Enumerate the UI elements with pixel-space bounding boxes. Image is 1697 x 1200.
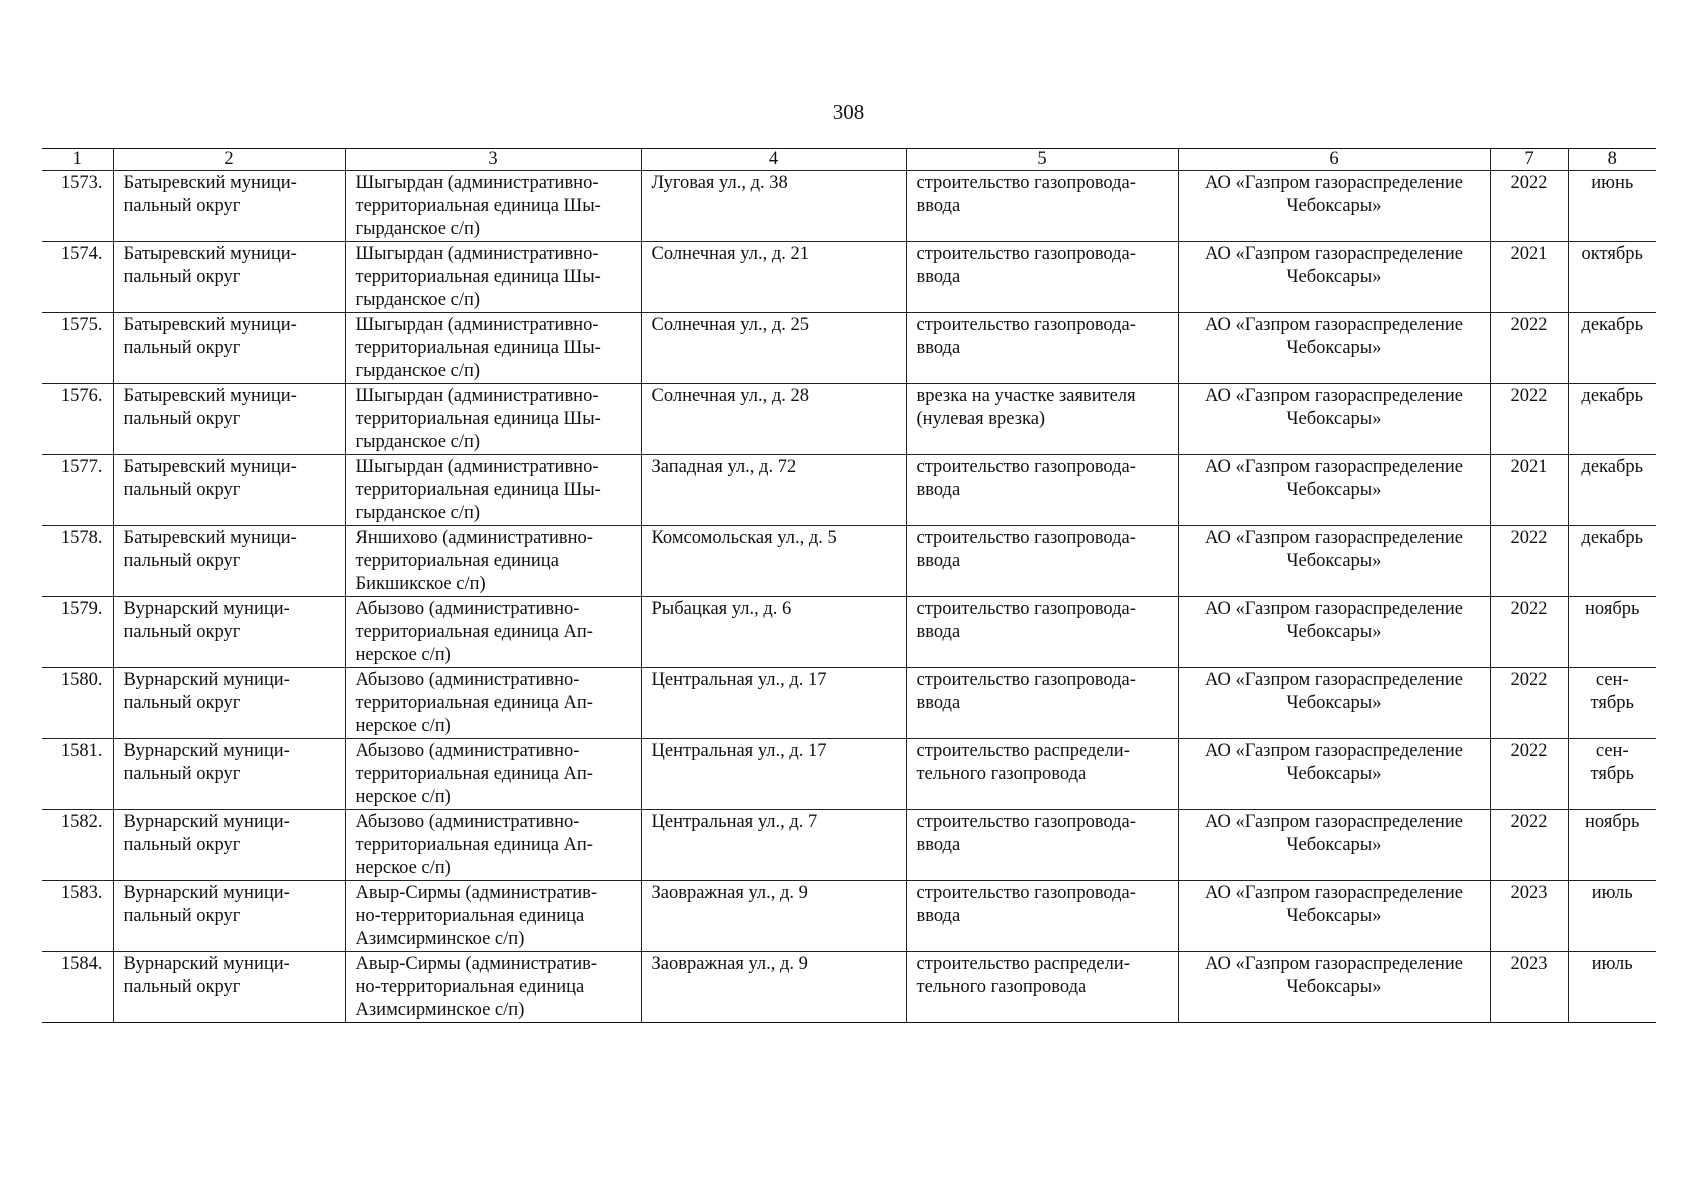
settlement-cell xyxy=(345,171,641,242)
month-cell xyxy=(1568,952,1656,1023)
month-cell xyxy=(1568,313,1656,384)
settlement-line: территориальная единица xyxy=(355,551,559,571)
district-line: Вурнарский муници- xyxy=(123,954,290,974)
organization-line: АО «Газпром газораспределение xyxy=(1205,812,1463,832)
work-type-line: ввода xyxy=(916,338,961,358)
organization-cell xyxy=(1178,952,1490,1023)
month-line: сен- xyxy=(1595,670,1629,690)
organization-line: Чебоксары» xyxy=(1286,622,1382,642)
table-row xyxy=(42,384,1656,455)
settlement-line: Авыр-Сирмы (административ- xyxy=(355,883,597,903)
settlement-cell xyxy=(345,739,641,810)
month-line: июль xyxy=(1591,883,1633,903)
work-type-line: строительство газопровода- xyxy=(916,670,1136,690)
work-type-line: строительство распредели- xyxy=(916,741,1130,761)
year-cell: 2022 xyxy=(1490,384,1568,455)
organization-line: АО «Газпром газораспределение xyxy=(1205,386,1463,406)
district-cell xyxy=(113,313,345,384)
organization-cell xyxy=(1178,597,1490,668)
district-line: Батыревский муници- xyxy=(123,173,297,193)
settlement-cell xyxy=(345,384,641,455)
organization-line: АО «Газпром газораспределение xyxy=(1205,883,1463,903)
column-header: 7 xyxy=(1490,149,1568,171)
address-cell: Луговая ул., д. 38 xyxy=(641,171,906,242)
month-cell xyxy=(1568,242,1656,313)
settlement-line: Шыгырдан (административно- xyxy=(355,457,599,477)
row-number-cell: 1584. xyxy=(42,952,113,1023)
settlement-line: Абызово (административно- xyxy=(355,741,580,761)
organization-cell xyxy=(1178,881,1490,952)
table-row xyxy=(42,810,1656,881)
organization-line: АО «Газпром газораспределение xyxy=(1205,599,1463,619)
settlement-line: Авыр-Сирмы (административ- xyxy=(355,954,597,974)
row-number-cell: 1577. xyxy=(42,455,113,526)
settlement-line: нерское с/п) xyxy=(355,858,451,878)
year-cell: 2022 xyxy=(1490,810,1568,881)
work-type-cell xyxy=(906,384,1178,455)
row-number-cell: 1583. xyxy=(42,881,113,952)
district-cell xyxy=(113,171,345,242)
address-cell: Солнечная ул., д. 25 xyxy=(641,313,906,384)
settlement-line: территориальная единица Шы- xyxy=(355,267,601,287)
district-cell xyxy=(113,526,345,597)
organization-line: АО «Газпром газораспределение xyxy=(1205,173,1463,193)
district-line: Батыревский муници- xyxy=(123,315,297,335)
district-cell xyxy=(113,881,345,952)
district-line: Батыревский муници- xyxy=(123,457,297,477)
organization-line: Чебоксары» xyxy=(1286,835,1382,855)
page-number: 308 xyxy=(832,100,865,124)
organization-line: Чебоксары» xyxy=(1286,764,1382,784)
month-line: июнь xyxy=(1591,173,1634,193)
work-type-line: ввода xyxy=(916,622,961,642)
work-type-cell xyxy=(906,242,1178,313)
district-line: Вурнарский муници- xyxy=(123,883,290,903)
settlement-line: Абызово (административно- xyxy=(355,812,580,832)
work-type-line: ввода xyxy=(916,267,961,287)
district-cell xyxy=(113,597,345,668)
settlement-line: Абызово (административно- xyxy=(355,670,580,690)
settlement-cell xyxy=(345,810,641,881)
district-line: пальный округ xyxy=(123,480,241,500)
settlement-cell xyxy=(345,455,641,526)
organization-line: Чебоксары» xyxy=(1286,480,1382,500)
settlement-line: Яншихово (административно- xyxy=(355,528,593,548)
table-row xyxy=(42,526,1656,597)
district-cell xyxy=(113,810,345,881)
district-line: пальный округ xyxy=(123,338,241,358)
work-type-line: ввода xyxy=(916,551,961,571)
settlement-cell xyxy=(345,242,641,313)
district-cell xyxy=(113,242,345,313)
settlement-line: Шыгырдан (административно- xyxy=(355,173,599,193)
settlement-line: территориальная единица Ап- xyxy=(355,764,593,784)
month-line: ноябрь xyxy=(1585,812,1640,832)
address-cell: Центральная ул., д. 17 xyxy=(641,739,906,810)
district-line: Батыревский муници- xyxy=(123,528,297,548)
work-type-line: ввода xyxy=(916,693,961,713)
work-type-cell xyxy=(906,597,1178,668)
district-line: пальный округ xyxy=(123,622,241,642)
gasification-table xyxy=(42,148,1656,1023)
table-row xyxy=(42,171,1656,242)
district-cell xyxy=(113,455,345,526)
district-line: Вурнарский муници- xyxy=(123,670,290,690)
settlement-line: Шыгырдан (административно- xyxy=(355,315,599,335)
table-row xyxy=(42,668,1656,739)
month-line: октябрь xyxy=(1581,244,1643,264)
district-cell xyxy=(113,668,345,739)
address-cell: Солнечная ул., д. 28 xyxy=(641,384,906,455)
row-number-cell: 1582. xyxy=(42,810,113,881)
organization-cell xyxy=(1178,242,1490,313)
settlement-line: Азимсирминское с/п) xyxy=(355,929,525,949)
table-row xyxy=(42,313,1656,384)
district-line: пальный округ xyxy=(123,835,241,855)
district-line: Батыревский муници- xyxy=(123,386,297,406)
work-type-line: строительство распредели- xyxy=(916,954,1130,974)
row-number-cell: 1575. xyxy=(42,313,113,384)
work-type-line: строительство газопровода- xyxy=(916,528,1136,548)
address-cell: Центральная ул., д. 7 xyxy=(641,810,906,881)
organization-line: Чебоксары» xyxy=(1286,338,1382,358)
month-line: декабрь xyxy=(1581,386,1644,406)
month-cell xyxy=(1568,739,1656,810)
settlement-line: территориальная единица Шы- xyxy=(355,196,601,216)
month-line: декабрь xyxy=(1581,315,1644,335)
address-cell: Центральная ул., д. 17 xyxy=(641,668,906,739)
settlement-line: гырданское с/п) xyxy=(355,503,481,523)
settlement-cell xyxy=(345,668,641,739)
year-cell: 2022 xyxy=(1490,526,1568,597)
row-number-cell: 1581. xyxy=(42,739,113,810)
organization-cell xyxy=(1178,810,1490,881)
settlement-line: нерское с/п) xyxy=(355,645,451,665)
month-cell xyxy=(1568,597,1656,668)
settlement-line: нерское с/п) xyxy=(355,787,451,807)
settlement-cell xyxy=(345,881,641,952)
year-cell: 2022 xyxy=(1490,597,1568,668)
work-type-cell xyxy=(906,881,1178,952)
row-number-cell: 1576. xyxy=(42,384,113,455)
work-type-cell xyxy=(906,313,1178,384)
table-row xyxy=(42,597,1656,668)
settlement-line: территориальная единица Шы- xyxy=(355,338,601,358)
table-row xyxy=(42,739,1656,810)
settlement-cell xyxy=(345,313,641,384)
work-type-line: строительство газопровода- xyxy=(916,315,1136,335)
work-type-cell xyxy=(906,739,1178,810)
settlement-line: гырданское с/п) xyxy=(355,361,481,381)
organization-cell xyxy=(1178,313,1490,384)
organization-cell xyxy=(1178,384,1490,455)
month-line: декабрь xyxy=(1581,528,1644,548)
settlement-line: территориальная единица Ап- xyxy=(355,835,593,855)
month-cell xyxy=(1568,171,1656,242)
settlement-line: гырданское с/п) xyxy=(355,219,481,239)
month-cell xyxy=(1568,810,1656,881)
table-row xyxy=(42,455,1656,526)
address-cell: Заовражная ул., д. 9 xyxy=(641,881,906,952)
address-cell: Комсомольская ул., д. 5 xyxy=(641,526,906,597)
work-type-line: строительство газопровода- xyxy=(916,457,1136,477)
organization-line: Чебоксары» xyxy=(1286,551,1382,571)
work-type-line: тельного газопровода xyxy=(916,764,1087,784)
work-type-line: строительство газопровода- xyxy=(916,173,1136,193)
district-line: пальный округ xyxy=(123,267,241,287)
organization-cell xyxy=(1178,668,1490,739)
column-header: 6 xyxy=(1178,149,1490,171)
month-line: сен- xyxy=(1595,741,1629,761)
settlement-line: территориальная единица Шы- xyxy=(355,409,601,429)
column-header: 2 xyxy=(113,149,345,171)
work-type-line: ввода xyxy=(916,196,961,216)
year-cell: 2021 xyxy=(1490,455,1568,526)
settlement-line: нерское с/п) xyxy=(355,716,451,736)
work-type-cell xyxy=(906,455,1178,526)
month-line: декабрь xyxy=(1581,457,1644,477)
work-type-line: тельного газопровода xyxy=(916,977,1087,997)
settlement-line: территориальная единица Шы- xyxy=(355,480,601,500)
organization-line: АО «Газпром газораспределение xyxy=(1205,670,1463,690)
organization-line: Чебоксары» xyxy=(1286,693,1382,713)
month-line: тябрь xyxy=(1590,764,1634,784)
row-number-cell: 1580. xyxy=(42,668,113,739)
month-cell xyxy=(1568,668,1656,739)
district-line: пальный округ xyxy=(123,977,241,997)
work-type-cell xyxy=(906,171,1178,242)
settlement-line: Бикшикское с/п) xyxy=(355,574,486,594)
organization-line: Чебоксары» xyxy=(1286,977,1382,997)
settlement-line: гырданское с/п) xyxy=(355,290,481,310)
settlement-line: но-территориальная единица xyxy=(355,906,585,926)
district-line: Вурнарский муници- xyxy=(123,599,290,619)
year-cell: 2022 xyxy=(1490,739,1568,810)
address-cell: Западная ул., д. 72 xyxy=(641,455,906,526)
district-line: Батыревский муници- xyxy=(123,244,297,264)
district-line: пальный округ xyxy=(123,409,241,429)
year-cell: 2022 xyxy=(1490,313,1568,384)
work-type-line: ввода xyxy=(916,906,961,926)
month-cell xyxy=(1568,881,1656,952)
row-number-cell: 1579. xyxy=(42,597,113,668)
year-cell: 2022 xyxy=(1490,668,1568,739)
settlement-line: территориальная единица Ап- xyxy=(355,622,593,642)
organization-line: Чебоксары» xyxy=(1286,906,1382,926)
organization-line: АО «Газпром газораспределение xyxy=(1205,741,1463,761)
column-header: 5 xyxy=(906,149,1178,171)
organization-line: АО «Газпром газораспределение xyxy=(1205,315,1463,335)
organization-line: АО «Газпром газораспределение xyxy=(1205,457,1463,477)
organization-line: Чебоксары» xyxy=(1286,196,1382,216)
district-cell xyxy=(113,384,345,455)
work-type-line: врезка на участке заявителя xyxy=(916,386,1136,406)
settlement-cell xyxy=(345,597,641,668)
address-cell: Заовражная ул., д. 9 xyxy=(641,952,906,1023)
district-line: пальный округ xyxy=(123,764,241,784)
work-type-line: строительство газопровода- xyxy=(916,812,1136,832)
year-cell: 2022 xyxy=(1490,171,1568,242)
address-cell: Рыбацкая ул., д. 6 xyxy=(641,597,906,668)
month-line: ноябрь xyxy=(1585,599,1640,619)
organization-line: Чебоксары» xyxy=(1286,409,1382,429)
district-line: пальный округ xyxy=(123,906,241,926)
organization-cell xyxy=(1178,526,1490,597)
work-type-cell xyxy=(906,668,1178,739)
work-type-line: ввода xyxy=(916,480,961,500)
district-line: пальный округ xyxy=(123,551,241,571)
address-cell: Солнечная ул., д. 21 xyxy=(641,242,906,313)
district-line: пальный округ xyxy=(123,693,241,713)
month-line: тябрь xyxy=(1590,693,1634,713)
row-number-cell: 1574. xyxy=(42,242,113,313)
district-line: Вурнарский муници- xyxy=(123,812,290,832)
settlement-line: Шыгырдан (административно- xyxy=(355,244,599,264)
column-number-row xyxy=(42,149,1656,171)
settlement-line: Азимсирминское с/п) xyxy=(355,1000,525,1020)
row-number-cell: 1578. xyxy=(42,526,113,597)
table-row xyxy=(42,952,1656,1023)
settlement-line: Абызово (административно- xyxy=(355,599,580,619)
organization-line: Чебоксары» xyxy=(1286,267,1382,287)
work-type-line: строительство газопровода- xyxy=(916,883,1136,903)
organization-line: АО «Газпром газораспределение xyxy=(1205,528,1463,548)
settlement-line: но-территориальная единица xyxy=(355,977,585,997)
month-cell xyxy=(1568,384,1656,455)
work-type-line: (нулевая врезка) xyxy=(916,409,1046,429)
organization-cell xyxy=(1178,739,1490,810)
organization-cell xyxy=(1178,171,1490,242)
column-header: 1 xyxy=(42,149,113,171)
organization-cell xyxy=(1178,455,1490,526)
row-number-cell: 1573. xyxy=(42,171,113,242)
district-cell xyxy=(113,952,345,1023)
organization-line: АО «Газпром газораспределение xyxy=(1205,244,1463,264)
column-header: 8 xyxy=(1568,149,1656,171)
month-cell xyxy=(1568,526,1656,597)
settlement-cell xyxy=(345,952,641,1023)
district-cell xyxy=(113,739,345,810)
district-line: Вурнарский муници- xyxy=(123,741,290,761)
table-row xyxy=(42,242,1656,313)
work-type-cell xyxy=(906,810,1178,881)
work-type-cell xyxy=(906,952,1178,1023)
year-cell: 2023 xyxy=(1490,881,1568,952)
column-header: 3 xyxy=(345,149,641,171)
settlement-cell xyxy=(345,526,641,597)
settlement-line: территориальная единица Ап- xyxy=(355,693,593,713)
month-cell xyxy=(1568,455,1656,526)
year-cell: 2023 xyxy=(1490,952,1568,1023)
organization-line: АО «Газпром газораспределение xyxy=(1205,954,1463,974)
district-line: пальный округ xyxy=(123,196,241,216)
year-cell: 2021 xyxy=(1490,242,1568,313)
settlement-line: гырданское с/п) xyxy=(355,432,481,452)
settlement-line: Шыгырдан (административно- xyxy=(355,386,599,406)
month-line: июль xyxy=(1591,954,1633,974)
work-type-line: строительство газопровода- xyxy=(916,244,1136,264)
column-header: 4 xyxy=(641,149,906,171)
work-type-line: строительство газопровода- xyxy=(916,599,1136,619)
work-type-line: ввода xyxy=(916,835,961,855)
work-type-cell xyxy=(906,526,1178,597)
table-row xyxy=(42,881,1656,952)
